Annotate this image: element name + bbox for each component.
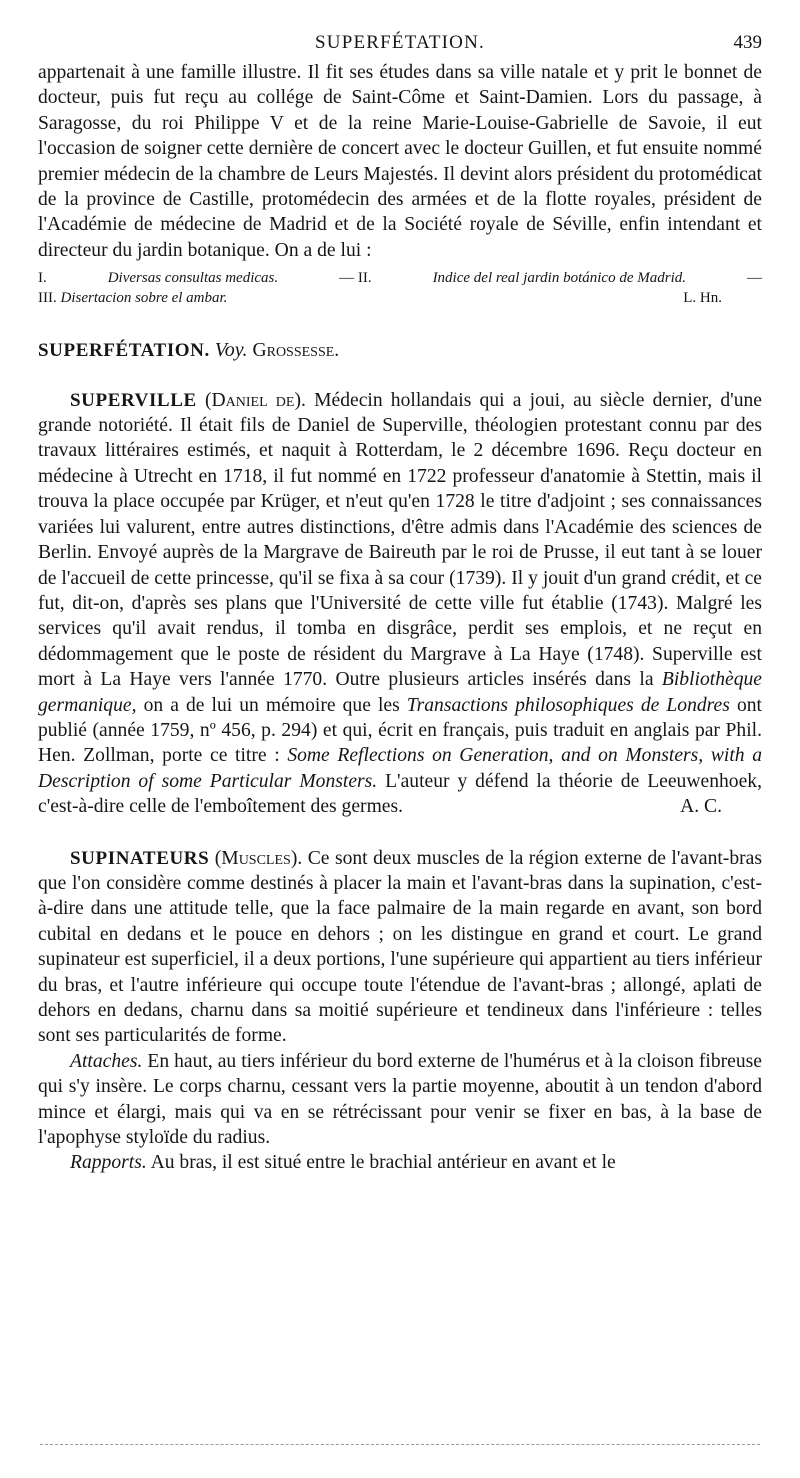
headword-name: (Daniel de).	[204, 389, 306, 411]
entry-text: Ce sont deux muscles de la région externe de l'avant-bras que l'on considère comme destinés à placer la main et l'avant-bras dans la supination, c'est-à-dire dans une attitude telle, que la face palmaire de la main regarde en avant, son bord cubital en dedans et le pouce en dehors ; on les distingue en grand et court. Le grand supinateur est superficiel, il a deux portions, l'une supérieure qui appartient au tiers inférieur du bras, et l'autre inférieure qui occupe toute l'étendue de l'avant-bras ; allongé, aplati de dehors en dedans, charnu dans sa moitié supérieure et tendineux dans l'inférieure : telles sont ses particularités de forme.	[38, 847, 762, 1047]
bib-number: I.	[38, 270, 47, 287]
running-title: SUPERFÉTATION.	[315, 32, 485, 53]
section-label: Attaches.	[70, 1050, 143, 1072]
entry-italic: Transactions philosophiques de Londres	[406, 694, 730, 716]
entry-text: L'auteur y défend la théorie de Leeuwenhoek, c'est-à-dire celle de l'emboîtement des germes.	[38, 770, 762, 818]
bib-separator: —	[746, 270, 762, 287]
bib-work: Indice del real jardin botánico de Madrid.	[432, 270, 686, 287]
cross-reference: Grossesse.	[252, 340, 340, 362]
entry-text: Au bras, il est situé entre le brachial antérieur en avant et le	[150, 1152, 616, 1174]
headword: SUPERVILLE	[70, 389, 197, 411]
headword-qualifier: (Muscles).	[214, 847, 303, 869]
entry-text: ont publié (année 1759, nº 456, p. 294) et qui, écrit en français, puis traduit en anglais par Phil. Hen. Zollman, porte ce titre :	[38, 694, 762, 767]
section-label: Rapports.	[70, 1152, 147, 1174]
running-head	[38, 0, 762, 60]
author-signature: A. C.	[680, 796, 722, 818]
bib-work: Disertacion sobre el ambar.	[60, 289, 228, 306]
bib-number: III.	[38, 289, 57, 306]
headword: SUPINATEURS	[70, 847, 210, 869]
bib-work: Diversas consultas medicas.	[107, 270, 279, 287]
bib-separator: — II.	[339, 270, 372, 287]
see-label: Voy.	[214, 339, 248, 362]
entry-text: Médecin hollandais qui a joui, au siècle dernier, d'une grande notoriété. Il était fils de Daniel de Superville, théologien protestant connu par des travaux littéraires estimés, et naquit à Rotterdam, le 2 décembre 1696. Reçu docteur en médecine à Utrecht en 1718, il fut nommé en 1722 professeur d'anatomie à Stettin, mais il trouva la place occupée par Krüger, et n'eut qu'en 1728 le titre d'adjoint ; ses connaissances variées lui valurent, entre autres distinctions, d'être admis dans l'Académie des sciences de Berlin. Envoyé auprès de la Margrave de Baireuth par le roi de Prusse, il eut tant à se louer de l'accueil de cette princesse, qu'il se fixa à sa cour (1739). Il y jouit d'un grand crédit, et ce fut, dit-on, d'après ses plans que l'Université de cette ville fut établie (1743). Malgré les services qu'il avait rendus, il tomba en disgrâce, perdit ses emplois, et ne reçut en dédommagement que le poste de résident du Margrave à La Haye (1748). Superville est mort à La Haye vers l'année 1770. Outre plusieurs articles insérés dans la	[38, 389, 763, 691]
page-number: 439	[733, 32, 762, 53]
bibliography-line	[38, 289, 762, 309]
bibliography-line	[38, 269, 762, 289]
footer-rule	[40, 1444, 760, 1445]
entry-text: En haut, au tiers inférieur du bord externe de l'humérus et à la cloison fibreuse qui s'y insère. Le corps charnu, cessant vers la partie moyenne, aboutit à un tendon d'abord mince et élargi, mais qui va en se rétrécissant pour venir se fixer en bas, à la base de l'apophyse styloïde du radius.	[38, 1050, 762, 1149]
entry-superville	[38, 388, 762, 820]
bibliography	[38, 269, 762, 308]
entry-text: on a de lui un mémoire que les	[143, 694, 400, 716]
entry-superfetation	[38, 338, 762, 363]
continuation-paragraph: appartenait à une famille illustre. Il fit ses études dans sa ville natale et y prit le bonnet de docteur, puis fut reçu au collége de Saint-Côme et Saint-Damien. Lors du passage, à Saragosse, du roi Philippe V et de la reine Marie-Louise-Gabrielle de Savoie, il eut l'occasion de soigner cette dernière de concert avec le docteur Guillen, et fut ensuite nommé premier médecin de la chambre de Leurs Majestés. Il devint alors président du protomédicat de la province de Castille, protomédecin des armées et de la flotte royales, président de l'Académie de médecine de Madrid et de la Société royale de Séville, enfin intendant et directeur du jardin botanique. On a de lui :	[38, 62, 762, 261]
entry-italic: Some Reflections on Generation, and on Monsters, with a Description of some Particular Monsters.	[38, 745, 763, 792]
author-signature: L. Hn.	[683, 289, 722, 306]
headword: SUPERFÉTATION.	[38, 340, 210, 362]
entry-continuation	[38, 60, 762, 308]
entry-supinateurs	[38, 846, 762, 1176]
entry-italic: Bibliothèque germanique,	[38, 669, 762, 716]
